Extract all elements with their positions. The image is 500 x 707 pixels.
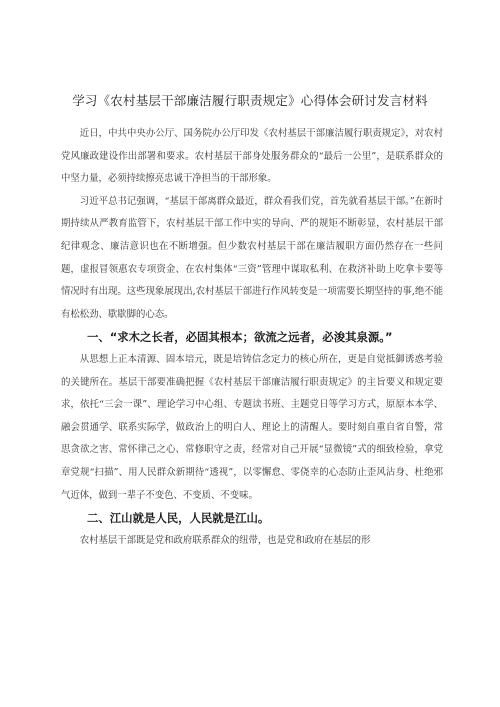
section-heading-2: 二、江山就是人民，人民就是江山。 <box>87 511 270 526</box>
document-title: 学习《农村基层干部廉洁履行职责规定》心得体会研讨发言材料 <box>72 93 428 108</box>
section-heading-1: 一、“求木之长者，必固其根本；欲流之远者，必浚其泉源。” <box>87 330 393 345</box>
section-paragraph-1: 从思想上正本清源、固本培元，既是培铸信念定力的核心所在，更是自觉抵御诱惑考验的关键所在。基层干部要准确把握《农村基层干部廉洁履行职责规定》的主旨要义和规定要求，依托“三会一课”、理论学习中心组、专题读书班、主题党日等学习方式，原原本本学、融会贯通学、联系实际学，做政治上的明白人、理论上的清醒人。要时刻自重自省自警，常思贪欲之害、常怀律己之心、常修职守之责，经常对自己开展“显微镜”式的细致检验，拿党章党规“扫描”、用人民群众新期待“透视”，以零懈怠、零侥幸的心态防止歪风沾身、杜绝邪气近体，做到一辈子不变色、不变质、不变味。 <box>61 353 443 501</box>
paragraph-intro: 近日，中共中央办公厅、国务院办公厅印发《农村基层干部廉洁履行职责规定》，对农村党风廉政建设作出部署和要求。农村基层干部身处服务群众的“最后一公里”，是联系群众的中坚力量，必须持续擦亮忠诚干净担当的干部形象。 <box>61 128 443 185</box>
section-paragraph-2: 农村基层干部既是党和政府联系群众的纽带，也是党和政府在基层的形 <box>79 534 371 546</box>
paragraph-context: 习近平总书记强调，“基层干部离群众最近，群众看我们党，首先就看基层干部。”在新时期持续从严教育监管下，农村基层干部工作中实的导向、严的规矩不断彰显，农村基层干部纪律观念、廉洁意识也在不断增强。但少数农村基层干部在廉洁履职方面仍然存在一些问题，虚报冒领惠农专项资金、在农村集体“三资”管理中谋取私利、在救济补助上吃拿卡要等情况时有出现。这些现象展现出,农村基层干部进行作风转变是一项需要长期坚持的事,绝不能有松松劲、歇歇脚的心态。 <box>61 195 443 320</box>
document-body <box>61 123 443 552</box>
